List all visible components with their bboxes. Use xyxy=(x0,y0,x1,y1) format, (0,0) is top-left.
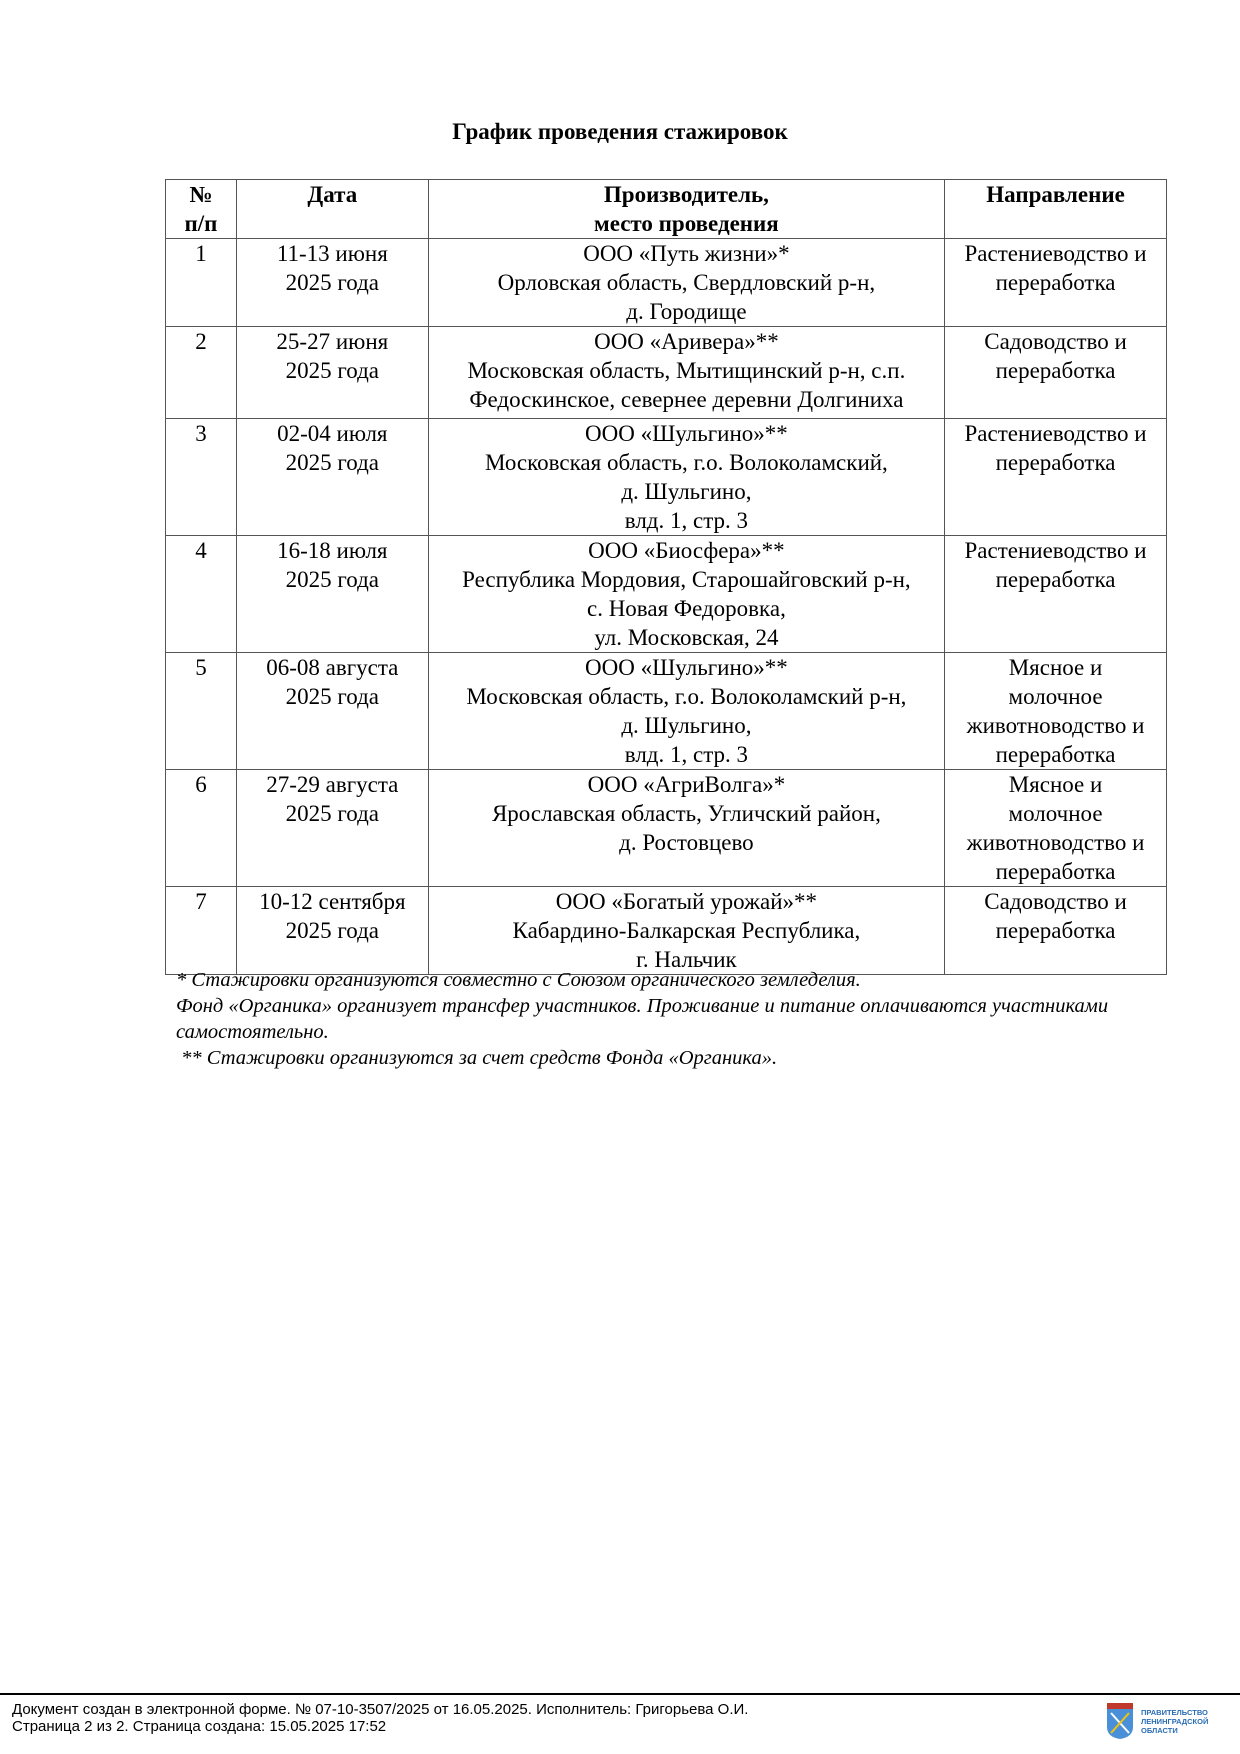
header-date: Дата xyxy=(236,180,428,239)
table-row xyxy=(166,536,1167,653)
cell-direction: Растениеводство и переработка xyxy=(945,419,1167,536)
table-row xyxy=(166,327,1167,419)
document-title: График проведения стажировок xyxy=(452,119,788,144)
cell-producer: ООО «Биосфера»** Республика Мордовия, Старошайговский р-н, с. Новая Федоровка, ул. Московская, 24 xyxy=(428,536,944,653)
cell-producer: ООО «Аривера»** Московская область, Мытищинский р-н, с.п. Федоскинское, севернее деревни Долгиниха xyxy=(428,327,944,419)
cell-direction: Мясное и молочное животноводство и переработка xyxy=(945,653,1167,770)
footnote-transfer: Фонд «Органика» организует трансфер участников. Проживание и питание оплачиваются участниками самостоятельно. xyxy=(176,995,1109,1043)
logo-text: ПРАВИТЕЛЬСТВО ЛЕНИНГРАДСКОЙ ОБЛАСТИ xyxy=(1141,1707,1209,1735)
cell-number: 3 xyxy=(166,419,237,536)
table-row xyxy=(166,653,1167,770)
footnotes xyxy=(176,967,1136,1071)
table-row xyxy=(166,419,1167,536)
government-logo xyxy=(1107,1703,1208,1739)
footer-doc-info: Документ создан в электронной форме. № 07-10-3507/2025 от 16.05.2025. Исполнитель: Григорьева О.И. xyxy=(12,1701,749,1718)
cell-direction: Садоводство и переработка xyxy=(945,887,1167,975)
cell-number: 5 xyxy=(166,653,237,770)
table-row xyxy=(166,239,1167,327)
cell-direction: Мясное и молочное животноводство и переработка xyxy=(945,770,1167,887)
cell-direction: Растениеводство и переработка xyxy=(945,239,1167,327)
cell-direction: Садоводство и переработка xyxy=(945,327,1167,419)
cell-producer: ООО «Путь жизни»* Орловская область, Свердловский р-н, д. Городище xyxy=(428,239,944,327)
cell-date: 02-04 июля 2025 года xyxy=(236,419,428,536)
table-row xyxy=(166,770,1167,887)
footnote-single-star: * Стажировки организуются совместно с Союзом органического земледелия. xyxy=(176,969,861,991)
footnote-double-star: ** Стажировки организуются за счет средств Фонда «Органика». xyxy=(176,1047,778,1069)
table-row xyxy=(166,887,1167,975)
header-number: № п/п xyxy=(166,180,237,239)
table-header-row xyxy=(166,180,1167,239)
header-direction: Направление xyxy=(945,180,1167,239)
cell-date: 11-13 июня 2025 года xyxy=(236,239,428,327)
coat-of-arms-icon xyxy=(1107,1703,1133,1739)
cell-producer: ООО «АгриВолга»* Ярославская область, Угличский район, д. Ростовцево xyxy=(428,770,944,887)
cell-date: 10-12 сентября 2025 года xyxy=(236,887,428,975)
cell-date: 27-29 августа 2025 года xyxy=(236,770,428,887)
cell-date: 06-08 августа 2025 года xyxy=(236,653,428,770)
cell-direction: Растениеводство и переработка xyxy=(945,536,1167,653)
schedule-table xyxy=(165,179,1167,975)
cell-number: 4 xyxy=(166,536,237,653)
header-producer: Производитель, место проведения xyxy=(428,180,944,239)
cell-number: 6 xyxy=(166,770,237,887)
cell-number: 2 xyxy=(166,327,237,419)
cell-date: 25-27 июня 2025 года xyxy=(236,327,428,419)
footer-divider xyxy=(0,1693,1240,1695)
cell-number: 1 xyxy=(166,239,237,327)
cell-producer: ООО «Шульгино»** Московская область, г.о. Волоколамский р-н, д. Шульгино, влд. 1, стр. 3 xyxy=(428,653,944,770)
cell-number: 7 xyxy=(166,887,237,975)
cell-producer: ООО «Шульгино»** Московская область, г.о. Волоколамский, д. Шульгино, влд. 1, стр. 3 xyxy=(428,419,944,536)
footer-page-info: Страница 2 из 2. Страница создана: 15.05.2025 17:52 xyxy=(12,1718,387,1735)
cell-producer: ООО «Богатый урожай»** Кабардино-Балкарская Республика, г. Нальчик xyxy=(428,887,944,975)
cell-date: 16-18 июля 2025 года xyxy=(236,536,428,653)
page-footer xyxy=(12,1701,748,1735)
